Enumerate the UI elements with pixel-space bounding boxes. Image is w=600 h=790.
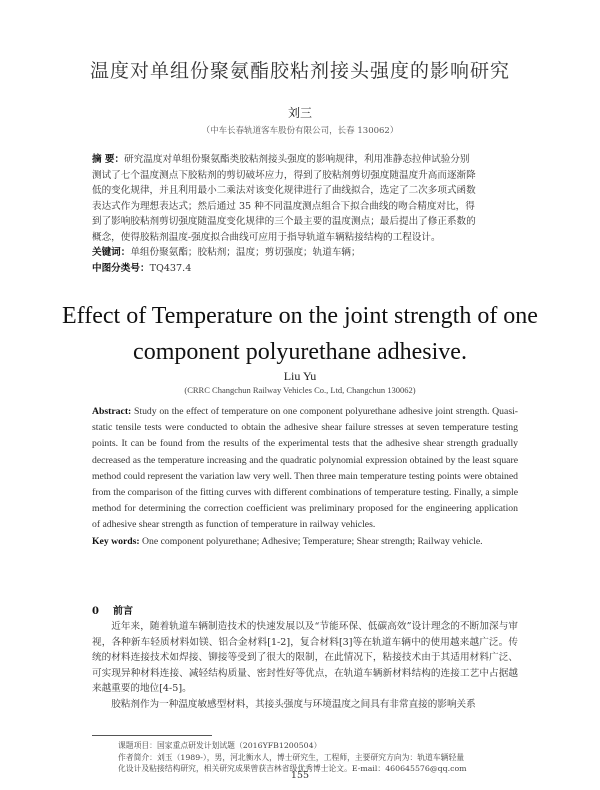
english-abstract — [92, 404, 518, 550]
chinese-abstract-line: 表达式作为理想表达式；然后通过 35 种不同温度测点组合下拟合曲线的吻合精度对比，得 — [92, 200, 475, 212]
english-title-line-2: component polyurethane adhesive. — [133, 339, 467, 365]
chinese-keywords-label: 关键词： — [92, 247, 131, 258]
chinese-author: 刘三 — [287, 106, 312, 120]
chinese-classification: 中图分类号：TQ437.4 — [92, 262, 192, 274]
section-heading — [92, 602, 147, 617]
english-keywords-label: Key words: — [92, 535, 140, 547]
chinese-abstract-line: 低的变化规律，并且利用最小二乘法对该变化规律进行了曲线拟合，选定了二次多项式函数 — [92, 185, 476, 196]
chinese-abstract-line: 概念，使得胶粘剂温度-强度拟合曲线可应用于指导轨道车辆粘接结构的工程设计。 — [92, 231, 441, 243]
page-number: 155 — [290, 770, 310, 781]
section-number: 0 — [92, 606, 99, 617]
intro-paragraph-1: 近年来，随着轨道车辆制造技术的快速发展以及“节能环保、低碳高效”设计理念的不断加深与审视，各种新车轻质材料如镁、铝合金材料[1-2]，复合材料[3]等在轨道车辆中的使用越来越广泛。传统的材料连接技术如焊接、铆接等受到了很大的限制，在此情况下，粘接技术由于其适用材料广泛、可实现异种材料连接、减轻结构质量、密封性好等优点，在轨道车辆新材料结构的连接工艺中占据越来越重要的地位[4-5]。 — [92, 621, 518, 694]
introduction-text — [92, 619, 518, 712]
footnote-bio-1: 作者简介：刘玉（1989-），男，河北衡水人，博士研究生，工程师，主要研究方向为：轨道车辆轻量 — [118, 752, 465, 762]
english-abstract-body: Abstract: Study on the effect of temperature on one component polyurethane adhesive joint strength. Quasi-static tensile tests were conducted to obtain the adhesive shear failure stresses at seven temperature testing points. It can be found from the results of the experimental tests that the adhesive shear strength gradually decreased as the temperature increasing and the quadratic polynomial expression obtained by the least square method could represent the variation law very well. Then three main temperature testing points were obtained from the comparison of the fitting curves with different combinations of temperature testing. Finally, a simple method for determining the correction coefficient was preliminary proposed for the engineering application of adhesive shear strength as function of temperature in railway vehicles. — [92, 406, 519, 531]
chinese-abstract-line: 摘 要：研究温度对单组份聚氨酯类胶粘剂接头强度的影响规律，利用准静态拉伸试验分别 — [92, 154, 470, 165]
english-title — [0, 298, 600, 370]
chinese-affiliation: （中车长春轨道客车股份有限公司，长春 130062） — [201, 126, 399, 136]
section-title: 前言 — [112, 606, 133, 617]
chinese-classification-label: 中图分类号： — [92, 262, 150, 274]
intro-paragraph-2: 胶粘剂作为一种温度敏感型材料，其接头强度与环境温度之间具有非常直接的影响关系 — [111, 698, 476, 710]
chinese-title: 温度对单组份聚氨酯胶粘剂接头强度的影响研究 — [89, 60, 510, 82]
footnote-fund: 课题项目：国家重点研发计划试题（2016YFB1200504） — [118, 741, 322, 750]
english-keywords: Key words: One component polyurethane; Adhesive; Temperature; Shear strength; Railway vehicle. — [92, 535, 483, 547]
english-abstract-label: Abstract: — [92, 406, 132, 417]
chinese-keywords: 关键词：单组份聚氨酯；胶粘剂；温度；剪切强度；轨道车辆； — [92, 247, 361, 258]
english-author: Liu Yu — [283, 369, 317, 383]
english-title-line-1: Effect of Temperature on the joint strength of one — [62, 303, 538, 329]
chinese-abstract-label: 摘 要： — [92, 154, 125, 165]
chinese-abstract-line: 到了影响胶粘剂剪切强度随温度变化规律的三个最主要的温度测点；最后提出了修正系数的 — [92, 216, 476, 227]
english-affiliation: (CRRC Changchun Railway Vehicles Co., Ltd, Changchun 130062) — [184, 385, 416, 395]
footnote-bio-2: 化设计及粘接结构研究，相关研究成果曾获吉林省级优秀博士论文。E-mail：460645576@qq.com — [118, 764, 467, 773]
chinese-abstract-line: 测试了七个温度测点下胶粘剂的剪切破坏应力，得到了胶粘剂剪切强度随温度升高而逐渐降 — [92, 169, 476, 181]
footnote-divider — [92, 735, 212, 736]
chinese-abstract — [92, 152, 518, 276]
